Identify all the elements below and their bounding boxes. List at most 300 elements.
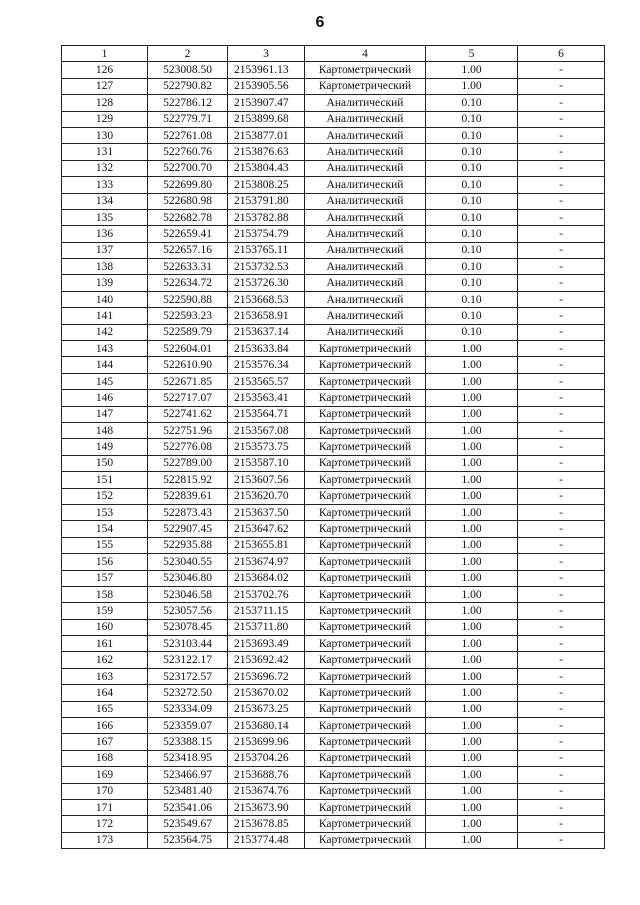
point-number-cell: 151 <box>62 472 148 488</box>
y-coordinate-cell: 2153633.84 <box>228 341 305 357</box>
x-coordinate-cell: 523272.50 <box>148 685 228 701</box>
table-row <box>62 291 605 307</box>
x-coordinate-cell: 522604.01 <box>148 341 228 357</box>
table-row <box>62 472 605 488</box>
method-cell: Картометрический <box>305 341 426 357</box>
x-coordinate-cell: 522786.12 <box>148 95 228 111</box>
table-row <box>62 636 605 652</box>
accuracy-cell: 0.10 <box>426 209 518 225</box>
accuracy-cell: 1.00 <box>426 718 518 734</box>
table-header-row <box>62 46 605 62</box>
x-coordinate-cell: 522741.62 <box>148 406 228 422</box>
description-cell: - <box>518 832 605 848</box>
description-cell: - <box>518 422 605 438</box>
x-coordinate-cell: 522700.70 <box>148 160 228 176</box>
table-row <box>62 160 605 176</box>
accuracy-cell: 1.00 <box>426 685 518 701</box>
description-cell: - <box>518 521 605 537</box>
x-coordinate-cell: 522680.98 <box>148 193 228 209</box>
y-coordinate-cell: 2153804.43 <box>228 160 305 176</box>
description-cell: - <box>518 554 605 570</box>
y-coordinate-cell: 2153607.56 <box>228 472 305 488</box>
method-cell: Картометрический <box>305 636 426 652</box>
accuracy-cell: 1.00 <box>426 521 518 537</box>
table-row <box>62 422 605 438</box>
accuracy-cell: 1.00 <box>426 750 518 766</box>
description-cell: - <box>518 95 605 111</box>
method-cell: Картометрический <box>305 422 426 438</box>
description-cell: - <box>518 570 605 586</box>
description-cell: - <box>518 406 605 422</box>
point-number-cell: 143 <box>62 341 148 357</box>
accuracy-cell: 1.00 <box>426 668 518 684</box>
x-coordinate-cell: 522593.23 <box>148 308 228 324</box>
accuracy-cell: 1.00 <box>426 78 518 94</box>
description-cell: - <box>518 750 605 766</box>
x-coordinate-cell: 522751.96 <box>148 422 228 438</box>
page-number: 6 <box>315 14 325 31</box>
method-cell: Картометрический <box>305 652 426 668</box>
point-number-cell: 156 <box>62 554 148 570</box>
table-row <box>62 357 605 373</box>
point-number-cell: 171 <box>62 799 148 815</box>
table-row <box>62 242 605 258</box>
description-cell: - <box>518 78 605 94</box>
accuracy-cell: 1.00 <box>426 586 518 602</box>
x-coordinate-cell: 523388.15 <box>148 734 228 750</box>
point-number-cell: 170 <box>62 783 148 799</box>
y-coordinate-cell: 2153702.76 <box>228 586 305 602</box>
y-coordinate-cell: 2153905.56 <box>228 78 305 94</box>
accuracy-cell: 1.00 <box>426 504 518 520</box>
point-number-cell: 168 <box>62 750 148 766</box>
table-row <box>62 767 605 783</box>
point-number-cell: 164 <box>62 685 148 701</box>
method-cell: Аналитический <box>305 144 426 160</box>
table-row <box>62 373 605 389</box>
accuracy-cell: 0.10 <box>426 291 518 307</box>
y-coordinate-cell: 2153587.10 <box>228 455 305 471</box>
point-number-cell: 148 <box>62 422 148 438</box>
method-cell: Картометрический <box>305 455 426 471</box>
point-number-cell: 141 <box>62 308 148 324</box>
accuracy-cell: 0.10 <box>426 259 518 275</box>
description-cell: - <box>518 439 605 455</box>
accuracy-cell: 1.00 <box>426 832 518 848</box>
point-number-cell: 165 <box>62 701 148 717</box>
description-cell: - <box>518 275 605 291</box>
y-coordinate-cell: 2153637.14 <box>228 324 305 340</box>
accuracy-cell: 1.00 <box>426 341 518 357</box>
y-coordinate-cell: 2153711.15 <box>228 603 305 619</box>
table-row <box>62 652 605 668</box>
method-cell: Картометрический <box>305 78 426 94</box>
table-row <box>62 62 605 78</box>
point-number-cell: 140 <box>62 291 148 307</box>
description-cell: - <box>518 177 605 193</box>
point-number-cell: 169 <box>62 767 148 783</box>
description-cell: - <box>518 341 605 357</box>
description-cell: - <box>518 652 605 668</box>
y-coordinate-cell: 2153774.48 <box>228 832 305 848</box>
y-coordinate-cell: 2153899.68 <box>228 111 305 127</box>
point-number-cell: 160 <box>62 619 148 635</box>
description-cell: - <box>518 504 605 520</box>
x-coordinate-cell: 523172.57 <box>148 668 228 684</box>
method-cell: Картометрический <box>305 488 426 504</box>
point-number-cell: 137 <box>62 242 148 258</box>
y-coordinate-cell: 2153674.97 <box>228 554 305 570</box>
table-row <box>62 570 605 586</box>
point-number-cell: 126 <box>62 62 148 78</box>
y-coordinate-cell: 2153699.96 <box>228 734 305 750</box>
table-row <box>62 586 605 602</box>
point-number-cell: 163 <box>62 668 148 684</box>
accuracy-cell: 0.10 <box>426 226 518 242</box>
table-row <box>62 177 605 193</box>
description-cell: - <box>518 62 605 78</box>
point-number-cell: 133 <box>62 177 148 193</box>
x-coordinate-cell: 522776.08 <box>148 439 228 455</box>
accuracy-cell: 0.10 <box>426 275 518 291</box>
method-cell: Картометрический <box>305 783 426 799</box>
method-cell: Аналитический <box>305 193 426 209</box>
description-cell: - <box>518 160 605 176</box>
y-coordinate-cell: 2153565.57 <box>228 373 305 389</box>
x-coordinate-cell: 522699.80 <box>148 177 228 193</box>
method-cell: Аналитический <box>305 226 426 242</box>
accuracy-cell: 1.00 <box>426 570 518 586</box>
table-row <box>62 308 605 324</box>
x-coordinate-cell: 523359.07 <box>148 718 228 734</box>
table-row <box>62 488 605 504</box>
y-coordinate-cell: 2153907.47 <box>228 95 305 111</box>
y-coordinate-cell: 2153637.50 <box>228 504 305 520</box>
method-cell: Картометрический <box>305 734 426 750</box>
x-coordinate-cell: 522935.88 <box>148 537 228 553</box>
method-cell: Картометрический <box>305 816 426 832</box>
y-coordinate-cell: 2153877.01 <box>228 127 305 143</box>
x-coordinate-cell: 522761.08 <box>148 127 228 143</box>
table-row <box>62 603 605 619</box>
accuracy-cell: 1.00 <box>426 537 518 553</box>
point-number-cell: 162 <box>62 652 148 668</box>
method-cell: Картометрический <box>305 767 426 783</box>
point-number-cell: 146 <box>62 390 148 406</box>
table-row <box>62 111 605 127</box>
description-cell: - <box>518 619 605 635</box>
x-coordinate-cell: 522873.43 <box>148 504 228 520</box>
y-coordinate-cell: 2153711.80 <box>228 619 305 635</box>
y-coordinate-cell: 2153670.02 <box>228 685 305 701</box>
column-header: 5 <box>426 46 518 62</box>
description-cell: - <box>518 783 605 799</box>
y-coordinate-cell: 2153655.81 <box>228 537 305 553</box>
x-coordinate-cell: 522815.92 <box>148 472 228 488</box>
description-cell: - <box>518 799 605 815</box>
x-coordinate-cell: 523057.56 <box>148 603 228 619</box>
point-number-cell: 142 <box>62 324 148 340</box>
table-row <box>62 685 605 701</box>
accuracy-cell: 1.00 <box>426 62 518 78</box>
method-cell: Картометрический <box>305 619 426 635</box>
accuracy-cell: 1.00 <box>426 767 518 783</box>
x-coordinate-cell: 522760.76 <box>148 144 228 160</box>
x-coordinate-cell: 522610.90 <box>148 357 228 373</box>
x-coordinate-cell: 522634.72 <box>148 275 228 291</box>
y-coordinate-cell: 2153674.76 <box>228 783 305 799</box>
x-coordinate-cell: 522789.00 <box>148 455 228 471</box>
x-coordinate-cell: 523046.58 <box>148 586 228 602</box>
table-row <box>62 390 605 406</box>
point-number-cell: 132 <box>62 160 148 176</box>
y-coordinate-cell: 2153647.62 <box>228 521 305 537</box>
description-cell: - <box>518 636 605 652</box>
y-coordinate-cell: 2153680.14 <box>228 718 305 734</box>
accuracy-cell: 1.00 <box>426 799 518 815</box>
x-coordinate-cell: 523046.80 <box>148 570 228 586</box>
y-coordinate-cell: 2153765.11 <box>228 242 305 258</box>
point-number-cell: 138 <box>62 259 148 275</box>
description-cell: - <box>518 734 605 750</box>
x-coordinate-cell: 523103.44 <box>148 636 228 652</box>
description-cell: - <box>518 816 605 832</box>
description-cell: - <box>518 668 605 684</box>
accuracy-cell: 0.10 <box>426 308 518 324</box>
accuracy-cell: 0.10 <box>426 95 518 111</box>
y-coordinate-cell: 2153620.70 <box>228 488 305 504</box>
point-number-cell: 161 <box>62 636 148 652</box>
point-number-cell: 157 <box>62 570 148 586</box>
table-row <box>62 554 605 570</box>
method-cell: Аналитический <box>305 177 426 193</box>
point-number-cell: 167 <box>62 734 148 750</box>
description-cell: - <box>518 324 605 340</box>
method-cell: Картометрический <box>305 439 426 455</box>
y-coordinate-cell: 2153684.02 <box>228 570 305 586</box>
table-row <box>62 95 605 111</box>
accuracy-cell: 0.10 <box>426 193 518 209</box>
x-coordinate-cell: 522659.41 <box>148 226 228 242</box>
point-number-cell: 130 <box>62 127 148 143</box>
accuracy-cell: 1.00 <box>426 816 518 832</box>
table-row <box>62 341 605 357</box>
point-number-cell: 128 <box>62 95 148 111</box>
description-cell: - <box>518 242 605 258</box>
description-cell: - <box>518 144 605 160</box>
coordinates-table <box>61 45 605 849</box>
x-coordinate-cell: 523334.09 <box>148 701 228 717</box>
accuracy-cell: 0.10 <box>426 160 518 176</box>
point-number-cell: 159 <box>62 603 148 619</box>
point-number-cell: 129 <box>62 111 148 127</box>
table-row <box>62 226 605 242</box>
y-coordinate-cell: 2153673.25 <box>228 701 305 717</box>
y-coordinate-cell: 2153791.80 <box>228 193 305 209</box>
y-coordinate-cell: 2153782.88 <box>228 209 305 225</box>
y-coordinate-cell: 2153567.08 <box>228 422 305 438</box>
y-coordinate-cell: 2153808.25 <box>228 177 305 193</box>
table-row <box>62 783 605 799</box>
point-number-cell: 172 <box>62 816 148 832</box>
y-coordinate-cell: 2153678.85 <box>228 816 305 832</box>
accuracy-cell: 1.00 <box>426 734 518 750</box>
x-coordinate-cell: 523418.95 <box>148 750 228 766</box>
accuracy-cell: 0.10 <box>426 144 518 160</box>
x-coordinate-cell: 523549.67 <box>148 816 228 832</box>
table-row <box>62 209 605 225</box>
description-cell: - <box>518 685 605 701</box>
description-cell: - <box>518 488 605 504</box>
x-coordinate-cell: 522671.85 <box>148 373 228 389</box>
x-coordinate-cell: 523122.17 <box>148 652 228 668</box>
table-row <box>62 701 605 717</box>
method-cell: Картометрический <box>305 586 426 602</box>
table-row <box>62 193 605 209</box>
description-cell: - <box>518 226 605 242</box>
y-coordinate-cell: 2153688.76 <box>228 767 305 783</box>
point-number-cell: 144 <box>62 357 148 373</box>
column-header: 4 <box>305 46 426 62</box>
point-number-cell: 131 <box>62 144 148 160</box>
description-cell: - <box>518 586 605 602</box>
method-cell: Картометрический <box>305 373 426 389</box>
x-coordinate-cell: 523481.40 <box>148 783 228 799</box>
method-cell: Картометрический <box>305 799 426 815</box>
description-cell: - <box>518 390 605 406</box>
y-coordinate-cell: 2153563.41 <box>228 390 305 406</box>
point-number-cell: 155 <box>62 537 148 553</box>
y-coordinate-cell: 2153696.72 <box>228 668 305 684</box>
accuracy-cell: 1.00 <box>426 554 518 570</box>
x-coordinate-cell: 523466.97 <box>148 767 228 783</box>
point-number-cell: 152 <box>62 488 148 504</box>
description-cell: - <box>518 259 605 275</box>
method-cell: Аналитический <box>305 259 426 275</box>
method-cell: Картометрический <box>305 62 426 78</box>
point-number-cell: 145 <box>62 373 148 389</box>
method-cell: Аналитический <box>305 209 426 225</box>
x-coordinate-cell: 522779.71 <box>148 111 228 127</box>
accuracy-cell: 1.00 <box>426 406 518 422</box>
method-cell: Аналитический <box>305 160 426 176</box>
accuracy-cell: 1.00 <box>426 390 518 406</box>
y-coordinate-cell: 2153754.79 <box>228 226 305 242</box>
accuracy-cell: 1.00 <box>426 701 518 717</box>
method-cell: Картометрический <box>305 750 426 766</box>
method-cell: Аналитический <box>305 324 426 340</box>
description-cell: - <box>518 193 605 209</box>
description-cell: - <box>518 373 605 389</box>
method-cell: Картометрический <box>305 570 426 586</box>
table-row <box>62 406 605 422</box>
method-cell: Аналитический <box>305 111 426 127</box>
method-cell: Картометрический <box>305 685 426 701</box>
point-number-cell: 127 <box>62 78 148 94</box>
description-cell: - <box>518 603 605 619</box>
x-coordinate-cell: 523008.50 <box>148 62 228 78</box>
y-coordinate-cell: 2153693.49 <box>228 636 305 652</box>
table-row <box>62 668 605 684</box>
table-row <box>62 78 605 94</box>
method-cell: Картометрический <box>305 390 426 406</box>
accuracy-cell: 1.00 <box>426 603 518 619</box>
table-row <box>62 504 605 520</box>
table-row <box>62 455 605 471</box>
method-cell: Аналитический <box>305 308 426 324</box>
y-coordinate-cell: 2153876.63 <box>228 144 305 160</box>
accuracy-cell: 1.00 <box>426 783 518 799</box>
table-row <box>62 537 605 553</box>
accuracy-cell: 1.00 <box>426 422 518 438</box>
description-cell: - <box>518 472 605 488</box>
method-cell: Картометрический <box>305 406 426 422</box>
method-cell: Аналитический <box>305 291 426 307</box>
x-coordinate-cell: 523040.55 <box>148 554 228 570</box>
y-coordinate-cell: 2153732.53 <box>228 259 305 275</box>
description-cell: - <box>518 357 605 373</box>
x-coordinate-cell: 523541.06 <box>148 799 228 815</box>
table-row <box>62 799 605 815</box>
point-number-cell: 139 <box>62 275 148 291</box>
y-coordinate-cell: 2153573.75 <box>228 439 305 455</box>
table-row <box>62 619 605 635</box>
point-number-cell: 136 <box>62 226 148 242</box>
method-cell: Картометрический <box>305 357 426 373</box>
y-coordinate-cell: 2153692.42 <box>228 652 305 668</box>
column-header: 6 <box>518 46 605 62</box>
x-coordinate-cell: 522907.45 <box>148 521 228 537</box>
table-row <box>62 144 605 160</box>
point-number-cell: 149 <box>62 439 148 455</box>
accuracy-cell: 1.00 <box>426 357 518 373</box>
method-cell: Картометрический <box>305 668 426 684</box>
description-cell: - <box>518 455 605 471</box>
point-number-cell: 173 <box>62 832 148 848</box>
description-cell: - <box>518 308 605 324</box>
x-coordinate-cell: 523078.45 <box>148 619 228 635</box>
description-cell: - <box>518 701 605 717</box>
table-row <box>62 750 605 766</box>
x-coordinate-cell: 522633.31 <box>148 259 228 275</box>
table-row <box>62 127 605 143</box>
method-cell: Аналитический <box>305 242 426 258</box>
table-row <box>62 521 605 537</box>
table-row <box>62 718 605 734</box>
y-coordinate-cell: 2153704.26 <box>228 750 305 766</box>
point-number-cell: 134 <box>62 193 148 209</box>
method-cell: Картометрический <box>305 832 426 848</box>
method-cell: Картометрический <box>305 603 426 619</box>
y-coordinate-cell: 2153668.53 <box>228 291 305 307</box>
accuracy-cell: 1.00 <box>426 488 518 504</box>
y-coordinate-cell: 2153673.90 <box>228 799 305 815</box>
table-row <box>62 275 605 291</box>
method-cell: Картометрический <box>305 504 426 520</box>
accuracy-cell: 1.00 <box>426 439 518 455</box>
column-header: 2 <box>148 46 228 62</box>
table-body <box>62 62 605 849</box>
method-cell: Аналитический <box>305 127 426 143</box>
method-cell: Картометрический <box>305 472 426 488</box>
accuracy-cell: 0.10 <box>426 127 518 143</box>
accuracy-cell: 1.00 <box>426 455 518 471</box>
x-coordinate-cell: 522717.07 <box>148 390 228 406</box>
table-row <box>62 439 605 455</box>
description-cell: - <box>518 718 605 734</box>
description-cell: - <box>518 127 605 143</box>
description-cell: - <box>518 537 605 553</box>
